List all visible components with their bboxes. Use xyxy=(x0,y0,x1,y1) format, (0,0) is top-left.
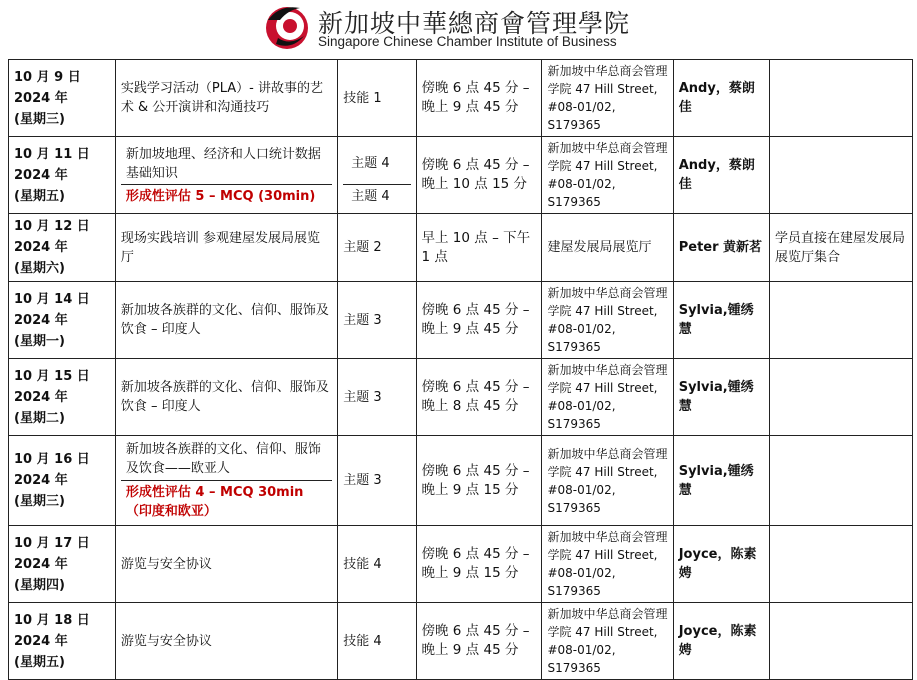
institute-name-chinese: 新加坡中華總商會管理學院 xyxy=(318,9,631,38)
remark-cell xyxy=(770,526,913,603)
time-cell: 傍晚 6 点 45 分 – 晚上 9 点 15 分 xyxy=(416,526,542,603)
date-year: 2024 年 xyxy=(14,240,68,255)
topic-text: 新加坡地理、经济和人口统计数据基础知识 xyxy=(121,143,332,185)
module-cell xyxy=(338,137,416,214)
module-text: 主题 4 xyxy=(343,143,410,185)
date-weekday: (星期四) xyxy=(14,577,65,593)
topic-text: 新加坡各族群的文化、信仰、服饰及饮食——欧亚人 xyxy=(121,438,332,481)
topic-cell: 实践学习活动（PLA）- 讲故事的艺术 & 公开演讲和沟通技巧 xyxy=(115,60,337,137)
date-cell xyxy=(9,137,116,214)
date-year: 2024 年 xyxy=(14,90,68,106)
topic-cell: 新加坡各族群的文化、信仰、服饰及饮食 – 印度人 xyxy=(115,359,337,436)
table-row xyxy=(9,137,913,214)
venue-cell: 新加坡中华总商会管理学院 47 Hill Street, #08-01/02, S179365 xyxy=(542,436,673,526)
date-year: 2024 年 xyxy=(14,633,68,649)
module-text-2: 主题 4 xyxy=(351,188,390,204)
trainer-cell: Sylvia,锺绣慧 xyxy=(673,359,769,436)
time-cell: 傍晚 6 点 45 分 – 晚上 9 点 15 分 xyxy=(416,436,542,526)
table-row xyxy=(9,359,913,436)
date-year: 2024 年 xyxy=(14,473,68,488)
venue-cell: 新加坡中华总商会管理学院 47 Hill Street, #08-01/02, S179365 xyxy=(542,526,673,603)
topic-cell xyxy=(115,436,337,526)
remark-cell xyxy=(770,436,913,526)
venue-cell: 新加坡中华总商会管理学院 47 Hill Street, #08-01/02, S179365 xyxy=(542,137,673,214)
table-row xyxy=(9,603,913,680)
module-cell: 主题 2 xyxy=(338,214,416,282)
date-weekday: (星期二) xyxy=(14,410,65,426)
trainer-cell: Sylvia,锺绣慧 xyxy=(673,282,769,359)
table-row xyxy=(9,60,913,137)
date-year: 2024 年 xyxy=(14,312,68,328)
date-weekday: (星期六) xyxy=(14,261,65,276)
date-weekday: (星期五) xyxy=(14,188,65,204)
module-cell: 主题 3 xyxy=(338,282,416,359)
schedule-table xyxy=(8,59,913,680)
topic-cell: 现场实践培训 参观建屋发展局展览厅 xyxy=(115,214,337,282)
module-cell: 技能 1 xyxy=(338,60,416,137)
date-day: 10 月 11 日 xyxy=(14,146,90,162)
date-day: 10 月 12 日 xyxy=(14,219,90,234)
date-cell xyxy=(9,214,116,282)
date-cell xyxy=(9,359,116,436)
module-cell: 技能 4 xyxy=(338,526,416,603)
venue-cell: 新加坡中华总商会管理学院 47 Hill Street, #08-01/02, S179365 xyxy=(542,603,673,680)
module-cell: 技能 4 xyxy=(338,603,416,680)
date-weekday: (星期五) xyxy=(14,654,65,670)
remark-cell xyxy=(770,60,913,137)
date-cell xyxy=(9,282,116,359)
topic-cell xyxy=(115,137,337,214)
date-cell xyxy=(9,603,116,680)
venue-cell: 新加坡中华总商会管理学院 47 Hill Street, #08-01/02, S179365 xyxy=(542,282,673,359)
trainer-cell: Peter 黄新茗 xyxy=(673,214,769,282)
trainer-cell: Joyce，陈素娉 xyxy=(673,526,769,603)
trainer-cell: Joyce，陈素娉 xyxy=(673,603,769,680)
module-cell: 主题 3 xyxy=(338,359,416,436)
time-cell: 傍晚 6 点 45 分 – 晚上 8 点 45 分 xyxy=(416,359,542,436)
remark-cell xyxy=(770,137,913,214)
topic-cell: 新加坡各族群的文化、信仰、服饰及饮食 – 印度人 xyxy=(115,282,337,359)
date-year: 2024 年 xyxy=(14,389,68,405)
time-cell: 傍晚 6 点 45 分 – 晚上 9 点 45 分 xyxy=(416,60,542,137)
table-row xyxy=(9,526,913,603)
remark-cell xyxy=(770,603,913,680)
trainer-cell: Sylvia,锺绣慧 xyxy=(673,436,769,526)
date-weekday: (星期三) xyxy=(14,494,65,509)
date-weekday: (星期一) xyxy=(14,333,65,349)
table-row xyxy=(9,282,913,359)
topic-cell: 游览与安全协议 xyxy=(115,526,337,603)
institute-logo-icon xyxy=(260,2,312,52)
table-row xyxy=(9,214,913,282)
date-cell xyxy=(9,436,116,526)
page-header xyxy=(0,0,917,58)
date-day: 10 月 15 日 xyxy=(14,368,90,384)
date-day: 10 月 14 日 xyxy=(14,291,90,307)
venue-cell: 新加坡中华总商会管理学院 47 Hill Street, #08-01/02, S179365 xyxy=(542,359,673,436)
date-day: 10 月 18 日 xyxy=(14,612,90,628)
time-cell: 早上 10 点 – 下午 1 点 xyxy=(416,214,542,282)
remark-cell xyxy=(770,359,913,436)
remark-cell xyxy=(770,282,913,359)
venue-cell: 建屋发展局展览厅 xyxy=(542,214,673,282)
date-day: 10 月 9 日 xyxy=(14,69,81,85)
venue-cell: 新加坡中华总商会管理学院 47 Hill Street, #08-01/02, S179365 xyxy=(542,60,673,137)
date-year: 2024 年 xyxy=(14,556,68,572)
date-cell xyxy=(9,526,116,603)
date-day: 10 月 17 日 xyxy=(14,535,90,551)
table-row xyxy=(9,436,913,526)
remark-cell: 学员直接在建屋发展局展览厅集合 xyxy=(770,214,913,282)
institute-name-english: Singapore Chinese Chamber Institute of Business xyxy=(318,34,617,49)
time-cell: 傍晚 6 点 45 分 – 晚上 9 点 45 分 xyxy=(416,603,542,680)
time-cell: 傍晚 6 点 45 分 – 晚上 9 点 45 分 xyxy=(416,282,542,359)
assessment-text: 形成性评估 4 – MCQ 30min （印度和欧亚） xyxy=(125,485,304,519)
time-cell: 傍晚 6 点 45 分 – 晚上 10 点 15 分 xyxy=(416,137,542,214)
topic-cell: 游览与安全协议 xyxy=(115,603,337,680)
date-cell xyxy=(9,60,116,137)
assessment-text: 形成性评估 5 – MCQ (30min) xyxy=(125,188,316,204)
date-day: 10 月 16 日 xyxy=(14,452,90,467)
module-cell: 主题 3 xyxy=(338,436,416,526)
date-weekday: (星期三) xyxy=(14,111,65,127)
date-year: 2024 年 xyxy=(14,167,68,183)
trainer-cell: Andy，蔡朗佳 xyxy=(673,60,769,137)
trainer-cell: Andy，蔡朗佳 xyxy=(673,137,769,214)
